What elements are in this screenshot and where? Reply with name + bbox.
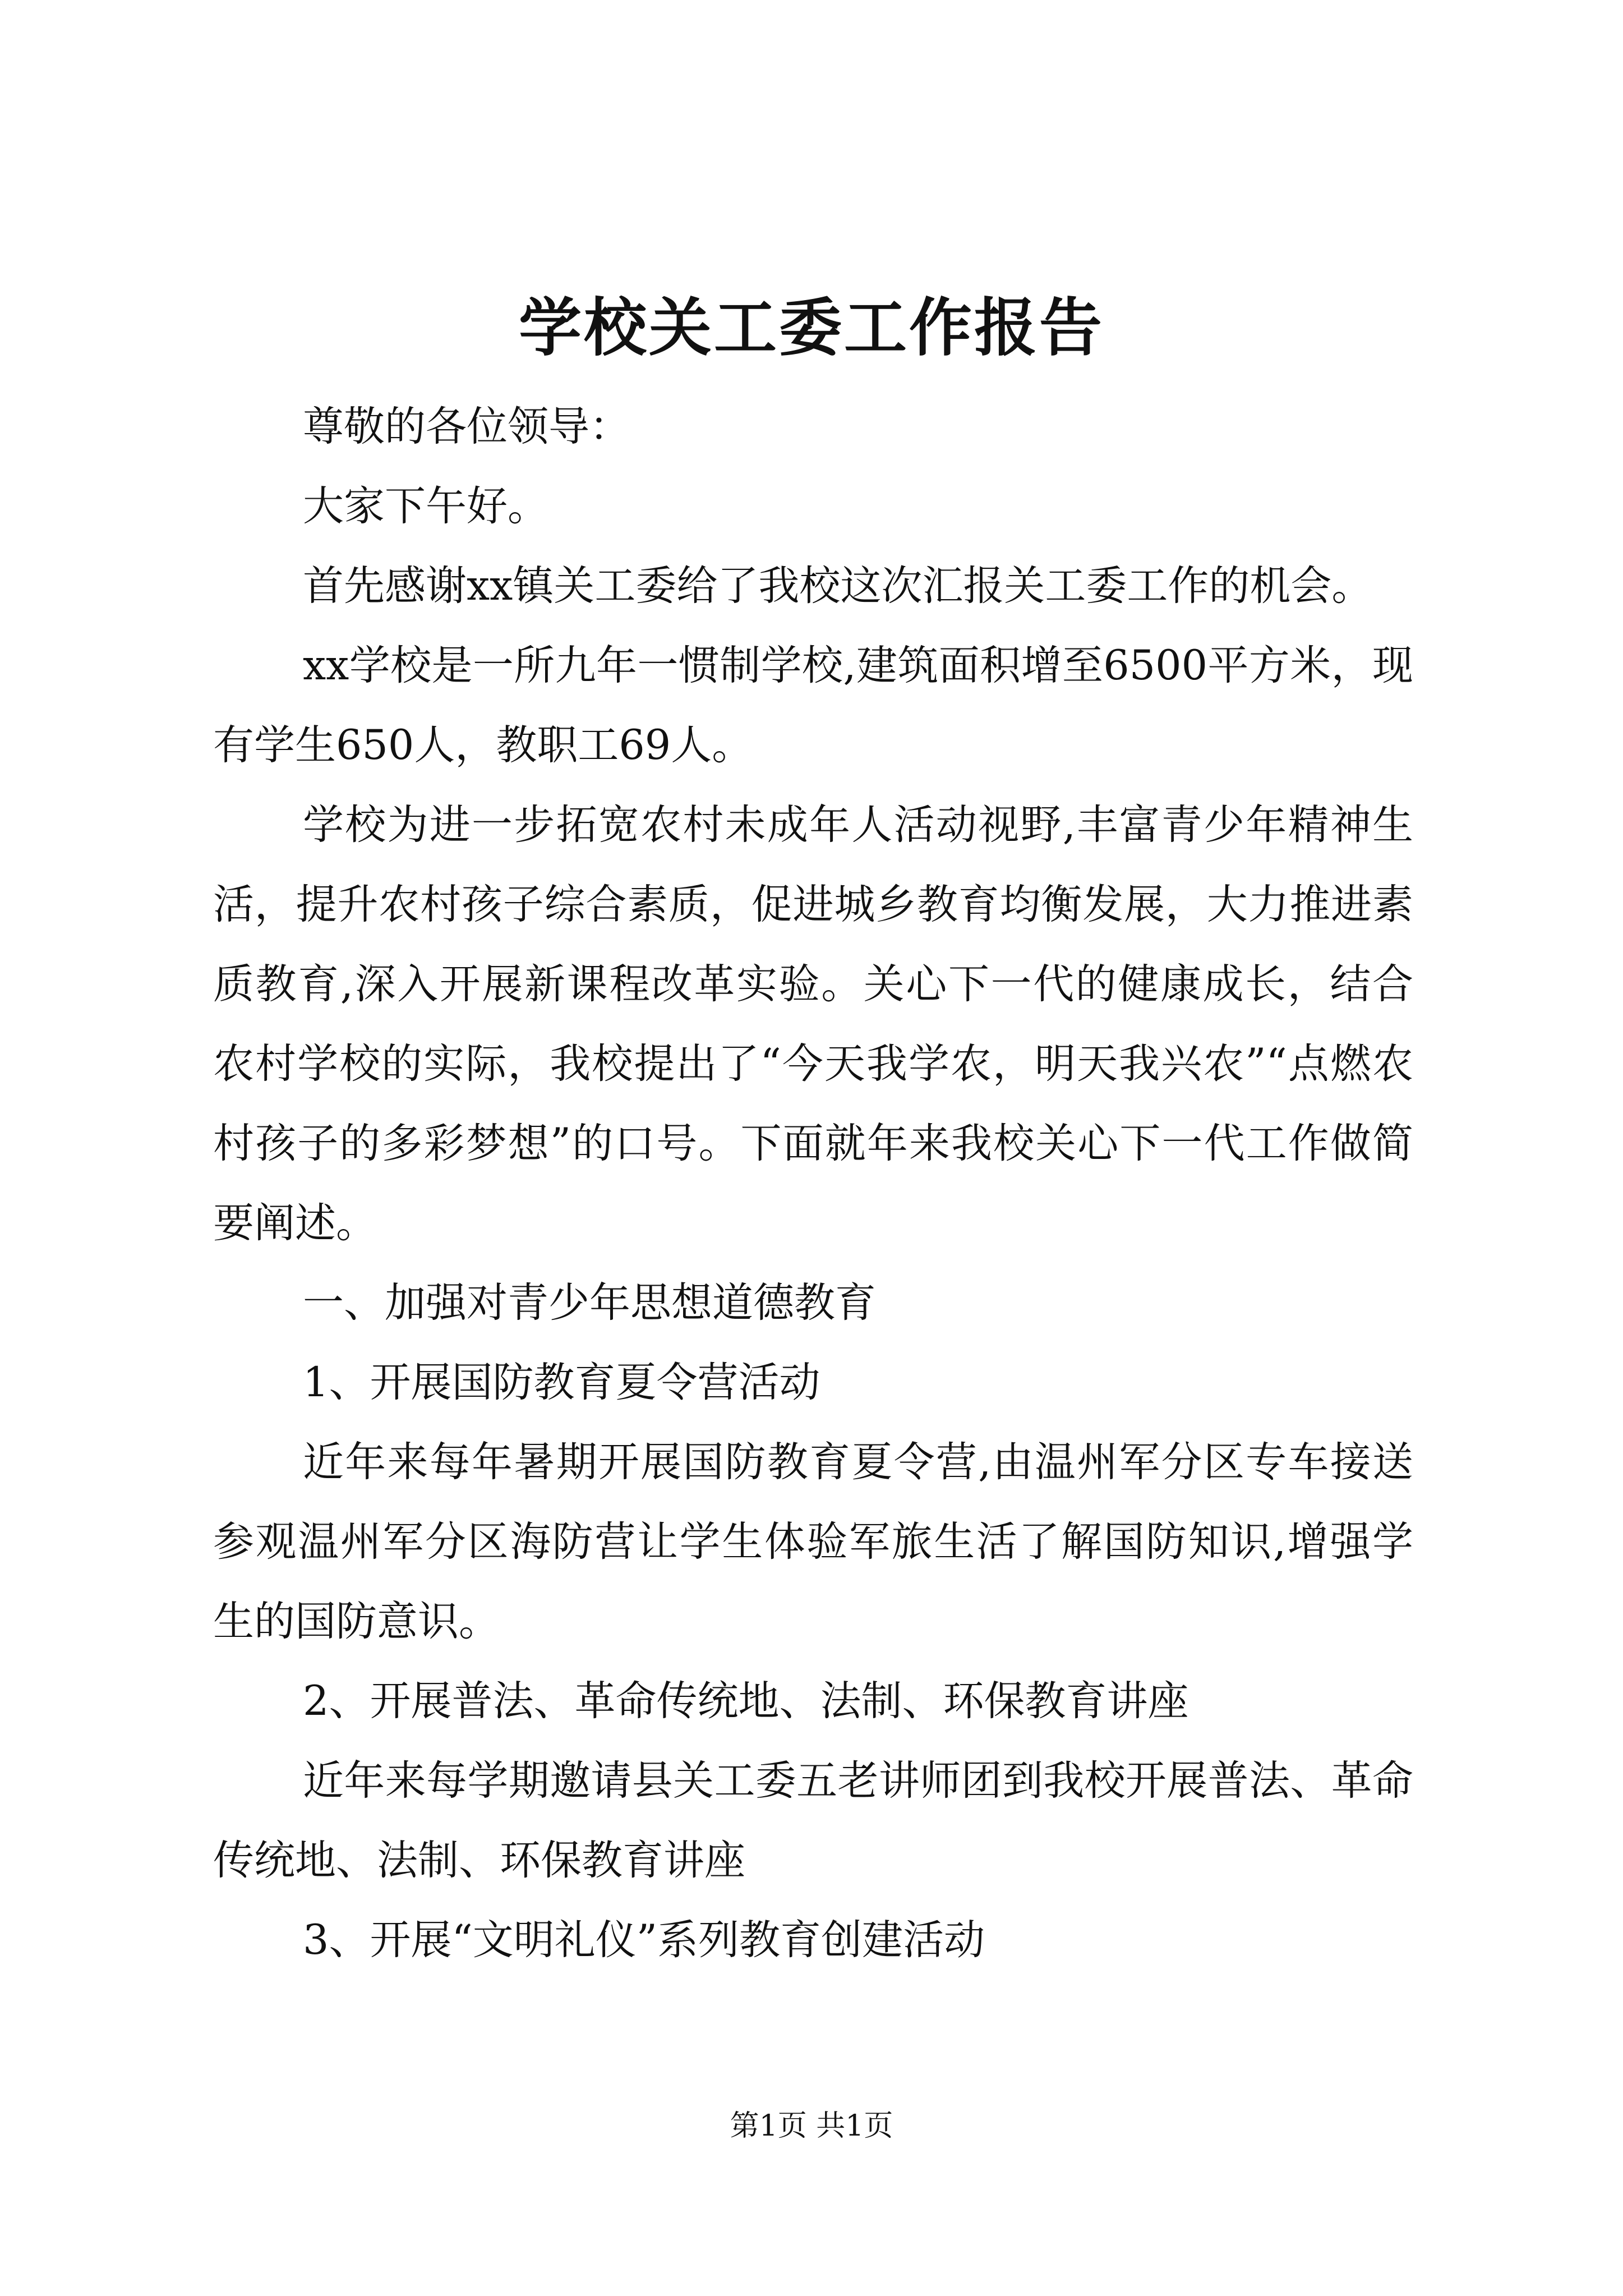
subsection-heading-2: 2、开展普法、革命传统地、法制、环保教育讲座 xyxy=(303,1677,1189,1725)
paragraph-school-intro: xx学校是一所九年一惯制学校,建筑面积增至6500平方米，现有学生650人，教职工69人。 xyxy=(213,642,1413,769)
subsection-heading-3: 3、开展“文明礼仪”系列教育创建活动 xyxy=(303,1916,985,1964)
document-body xyxy=(213,387,1413,1980)
paragraph-greeting: 大家下午好。 xyxy=(303,482,548,530)
paragraph-salutation: 尊敬的各位领导： xyxy=(303,403,630,450)
paragraph-summer-camp: 近年来每年暑期开展国防教育夏令营,由温州军分区专车接送参观温州军分区海防营让学生体验军旅生活了解国防知识,增强学生的国防意识。 xyxy=(213,1438,1413,1645)
page-footer: 第1页 共1页 xyxy=(730,2109,893,2143)
paragraph-thanks: 首先感谢xx镇关工委给了我校这次汇报关工委工作的机会。 xyxy=(303,562,1373,610)
document-title: 学校关工委工作报告 xyxy=(519,291,1104,365)
subsection-heading-1: 1、开展国防教育夏令营活动 xyxy=(303,1359,820,1406)
paragraph-overview: 学校为进一步拓宽农村未成年人活动视野,丰富青少年精神生活，提升农村孩子综合素质，促进城乡教育均衡发展，大力推进素质教育,深入开展新课程改革实验。关心下一代的健康成长，结合农村学校的实际，我校提出了“今天我学农，明天我兴农”“点燃农村孩子的多彩梦想”的口号。下面就年来我校关心下一代工作做简要阐述。 xyxy=(213,801,1413,1247)
section-heading-1: 一、加强对青少年思想道德教育 xyxy=(303,1279,876,1327)
paragraph-lectures: 近年来每学期邀请县关工委五老讲师团到我校开展普法、革命传统地、法制、环保教育讲座 xyxy=(213,1757,1413,1884)
